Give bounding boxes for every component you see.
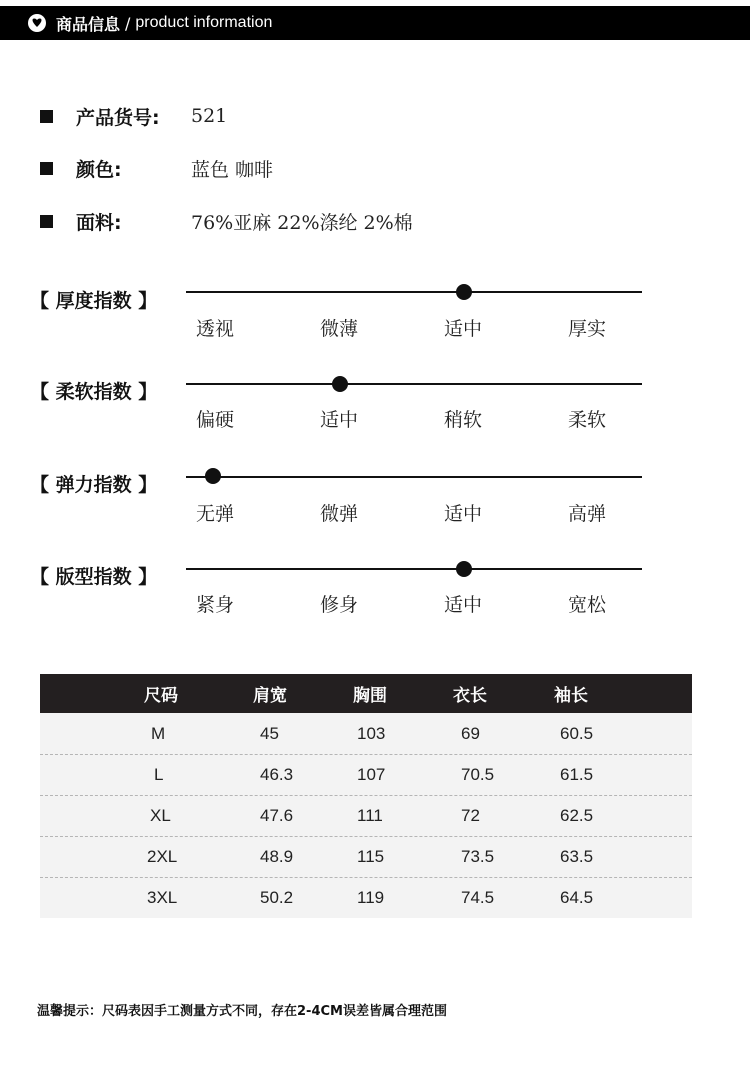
- info-label: 颜色:: [76, 158, 122, 181]
- index-marker-dot: [332, 376, 348, 392]
- bullet-square-icon: [40, 110, 53, 123]
- header-cell-chest: 胸围: [353, 686, 387, 706]
- index-scale-line: [186, 476, 642, 478]
- table-row: [40, 713, 692, 754]
- index-label: 【 版型指数 】: [30, 566, 158, 588]
- info-label: 产品货号:: [76, 106, 160, 129]
- bullet-square-icon: [40, 215, 53, 228]
- index-option: 偏硬: [196, 409, 235, 431]
- table-cell: 63.5: [560, 847, 594, 866]
- index-option: 高弹: [568, 503, 607, 525]
- index-option: 微弹: [320, 503, 359, 525]
- index-option: 修身: [320, 594, 359, 616]
- index-option: 无弹: [196, 503, 235, 525]
- table-cell: 73.5: [461, 847, 495, 866]
- info-value: 76%亚麻 22%涤纶 2%棉: [191, 211, 413, 234]
- table-cell: 2XL: [147, 847, 178, 866]
- table-cell: 70.5: [461, 765, 495, 784]
- index-option: 适中: [320, 409, 359, 431]
- index-option: 适中: [444, 594, 483, 616]
- table-cell: 69: [461, 723, 480, 743]
- table-row: [40, 877, 692, 918]
- info-row-color: [40, 153, 274, 183]
- table-row: [40, 754, 692, 795]
- info-value: 蓝色 咖啡: [191, 158, 274, 181]
- index-marker-dot: [456, 284, 472, 300]
- bullet-square-icon: [40, 162, 53, 175]
- table-cell: 61.5: [560, 765, 594, 784]
- table-cell: 72: [461, 806, 480, 825]
- footnote: 温馨提示：尺码表因手工测量方式不同，存在2-4CM误差皆属合理范围: [37, 1004, 447, 1019]
- index-option: 适中: [444, 318, 483, 340]
- index-option: 稍软: [444, 409, 483, 431]
- heart-down-icon: [28, 14, 46, 32]
- info-label: 面料:: [76, 211, 122, 234]
- table-cell: 111: [357, 806, 383, 825]
- index-option: 宽松: [568, 594, 607, 616]
- table-cell: 103: [357, 723, 386, 743]
- table-cell: M: [151, 723, 166, 743]
- info-row-item-no: [40, 101, 228, 131]
- table-cell: 107: [357, 765, 386, 784]
- size-table-header: [40, 674, 692, 713]
- index-label: 【 弹力指数 】: [30, 474, 158, 496]
- table-row: [40, 795, 692, 836]
- index-option: 适中: [444, 503, 483, 525]
- header-subtitle: product information: [135, 14, 273, 31]
- index-option: 透视: [196, 318, 235, 340]
- header-separator: /: [125, 13, 131, 33]
- info-row-fabric: [40, 206, 413, 236]
- index-option: 柔软: [568, 409, 607, 431]
- table-cell: 45: [260, 723, 279, 743]
- table-cell: 48.9: [260, 847, 294, 866]
- info-value: 521: [191, 105, 228, 127]
- header-cell-shoulder: 肩宽: [253, 686, 287, 706]
- index-scale-line: [186, 568, 642, 570]
- table-cell: XL: [150, 806, 171, 825]
- section-header: [0, 6, 750, 40]
- index-label: 【 厚度指数 】: [30, 290, 158, 312]
- table-cell: 47.6: [260, 806, 294, 825]
- index-option: 微薄: [320, 318, 359, 340]
- header-cell-sleeve: 袖长: [554, 686, 588, 706]
- table-cell: 46.3: [260, 765, 294, 784]
- index-option: 厚实: [568, 318, 607, 340]
- index-option: 紧身: [196, 594, 235, 616]
- header-title: 商品信息: [56, 14, 121, 34]
- table-cell: 74.5: [461, 888, 495, 907]
- header-cell-size: 尺码: [144, 686, 178, 706]
- index-label: 【 柔软指数 】: [30, 381, 158, 403]
- index-scale-line: [186, 291, 642, 293]
- table-cell: 50.2: [260, 888, 294, 907]
- header-cell-length: 衣长: [453, 686, 487, 706]
- size-table: [40, 674, 692, 918]
- table-cell: 119: [357, 888, 385, 907]
- table-cell: 64.5: [560, 888, 594, 907]
- table-cell: 62.5: [560, 806, 594, 825]
- index-scale-line: [186, 383, 642, 385]
- table-cell: 60.5: [560, 723, 594, 743]
- index-marker-dot: [205, 468, 221, 484]
- table-cell: 3XL: [147, 888, 178, 907]
- table-cell: L: [154, 765, 164, 784]
- table-cell: 115: [357, 847, 385, 866]
- table-row: [40, 836, 692, 877]
- index-marker-dot: [456, 561, 472, 577]
